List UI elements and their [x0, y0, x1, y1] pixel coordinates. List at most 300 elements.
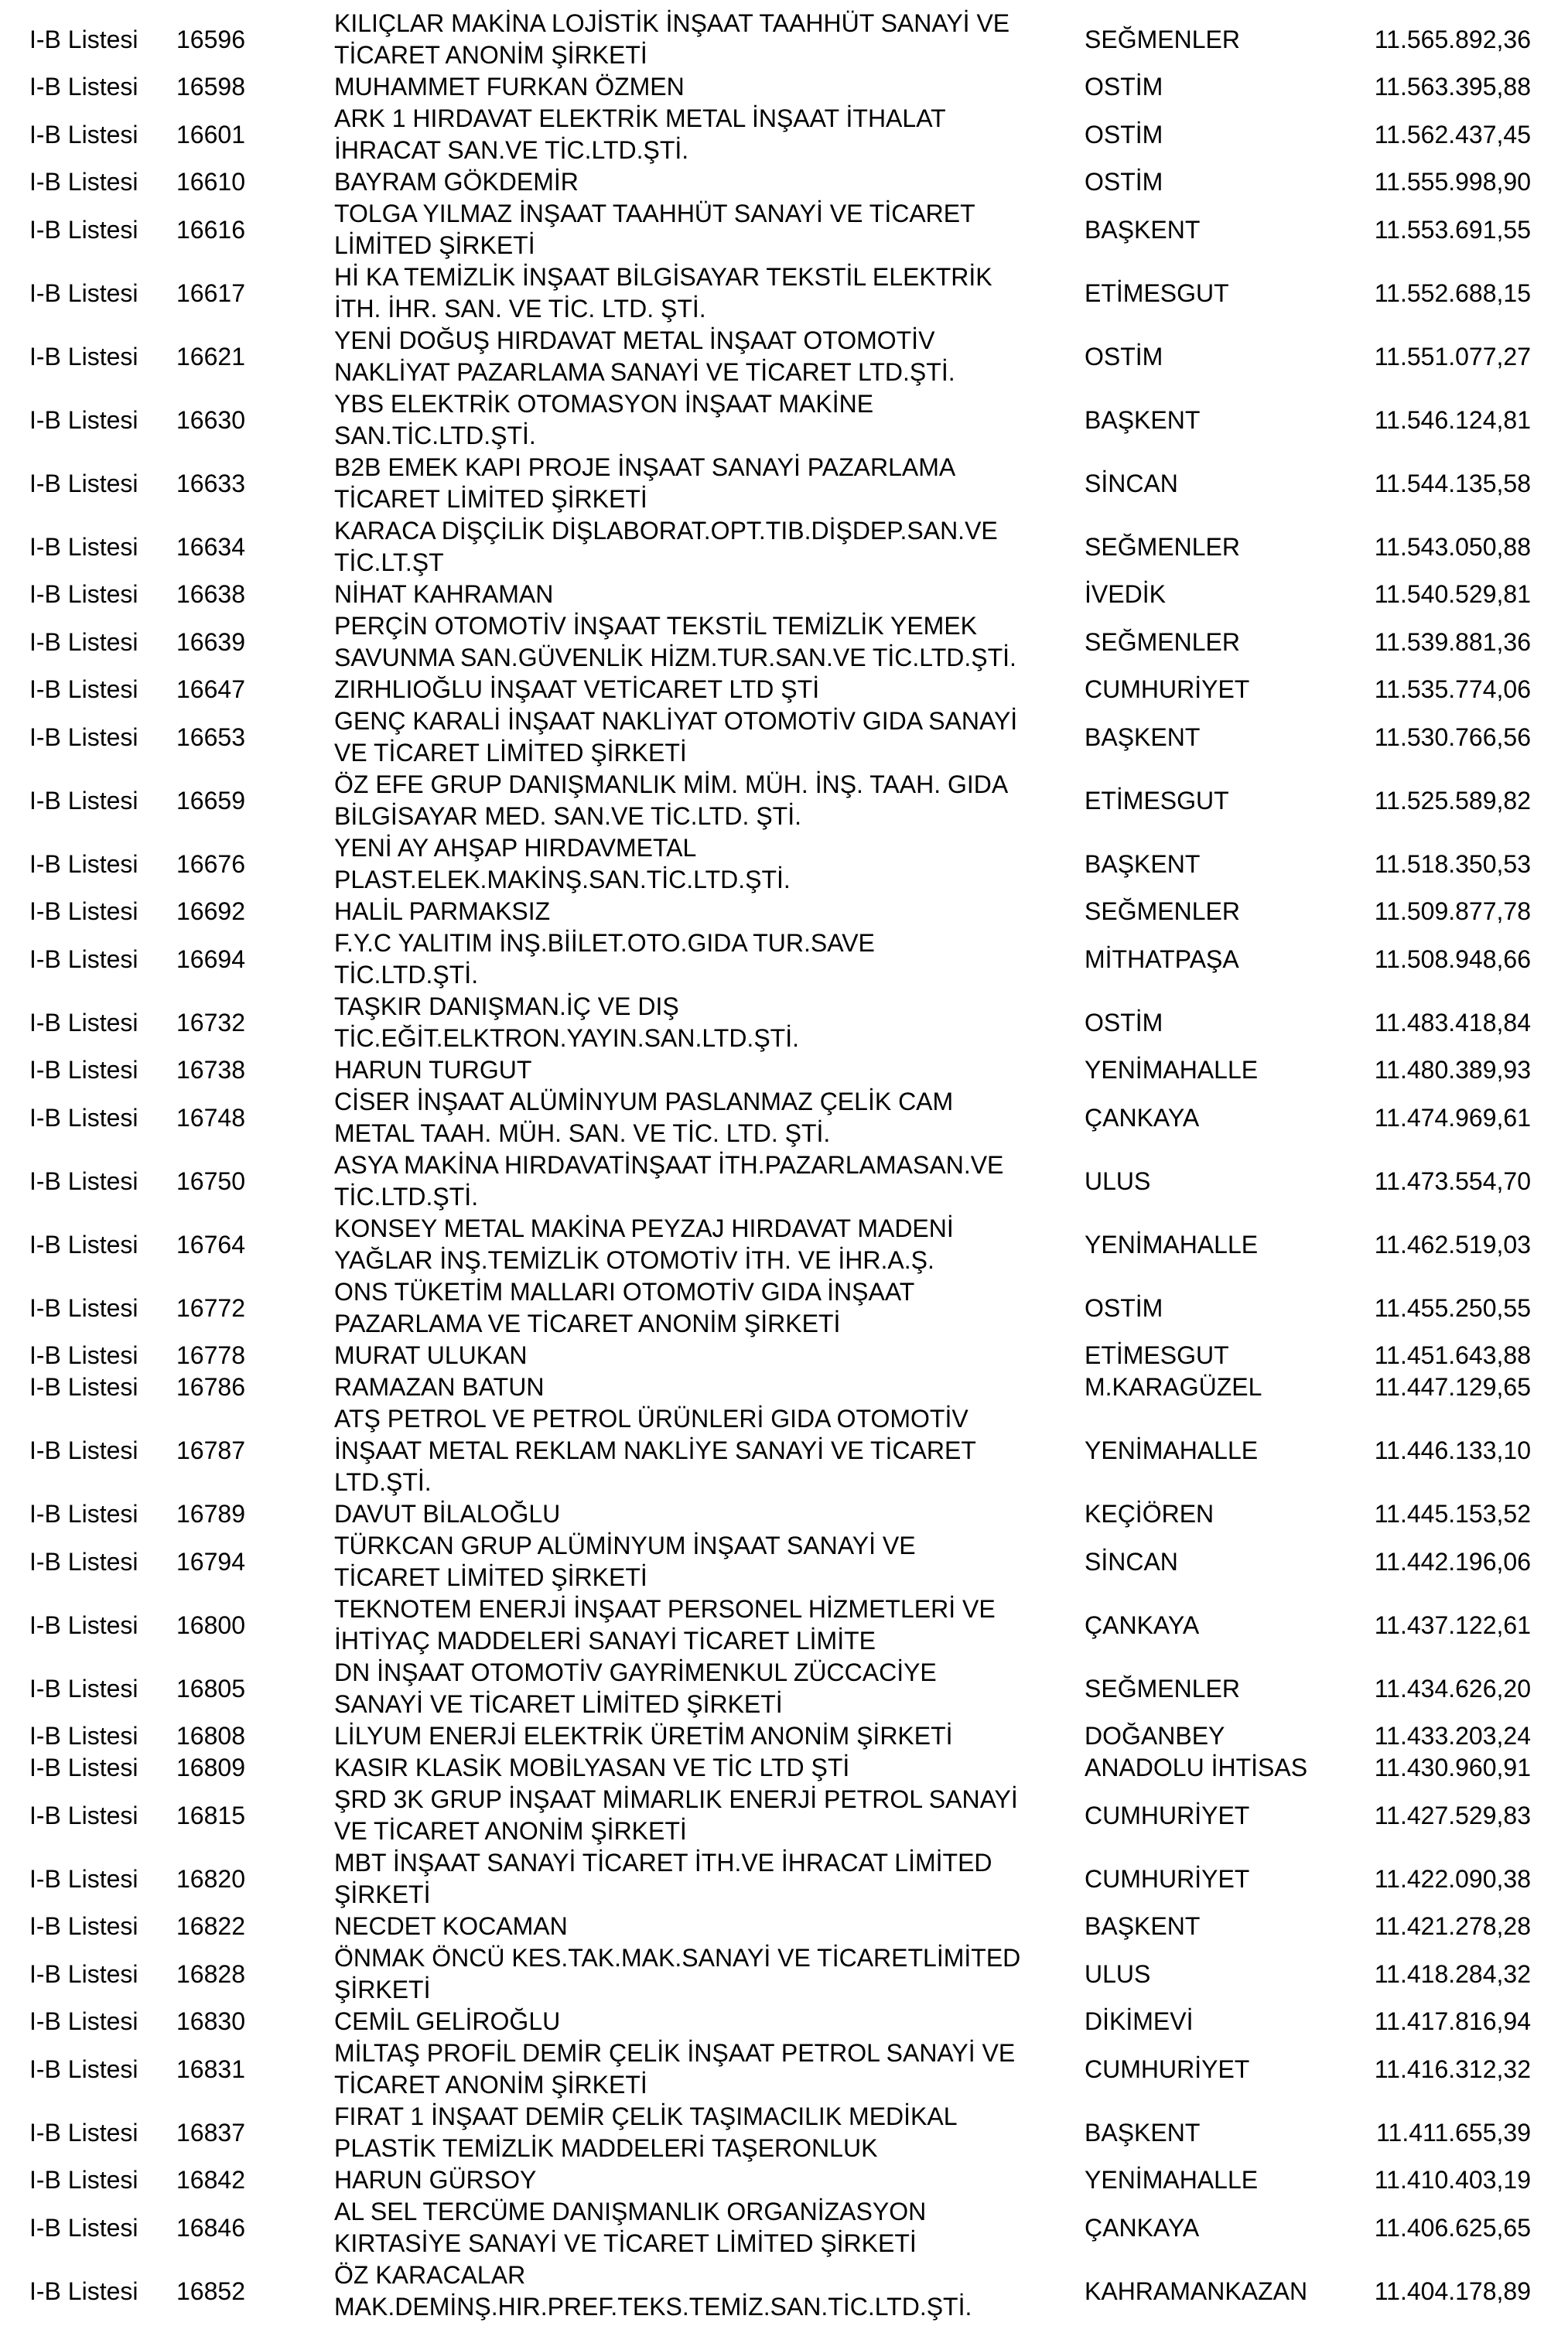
company-name-cell: [334, 1371, 1080, 1403]
table-row: [0, 1276, 1568, 1340]
registry-number-cell: 16828: [176, 1959, 245, 1988]
amount-cell: 11.442.196,06: [1374, 1547, 1531, 1576]
table-row: [0, 674, 1568, 705]
table-row: [0, 2006, 1568, 2037]
company-name-line: KARACA DİŞÇİLİK DİŞLABORAT.OPT.TIB.DİŞDEP.SAN.VE: [334, 517, 998, 545]
company-name-cell: [334, 198, 1080, 261]
amount-cell: 11.417.816,94: [1374, 2007, 1531, 2035]
amount-cell: 11.422.090,38: [1374, 1864, 1531, 1893]
company-name-cell: [334, 1530, 1080, 1593]
registry-number-cell: 16639: [176, 627, 245, 656]
list-name-cell: I-B Listesi: [29, 2007, 138, 2035]
company-name-line: KONSEY METAL MAKİNA PEYZAJ HIRDAVAT MADENİ: [334, 1214, 954, 1242]
table-row: [0, 2196, 1568, 2259]
list-name-cell: I-B Listesi: [29, 405, 138, 434]
company-name-line: MBT İNŞAAT SANAYİ TİCARET İTH.VE İHRACAT LİMİTED: [334, 1849, 992, 1877]
registry-number-cell: 16616: [176, 215, 245, 244]
list-name-cell: I-B Listesi: [29, 675, 138, 703]
chamber-cell: ETİMESGUT: [1085, 278, 1229, 307]
chamber-cell: KAHRAMANKAZAN: [1085, 2277, 1308, 2305]
chamber-cell: DOĞANBEY: [1085, 1722, 1225, 1750]
registry-number-cell: 16617: [176, 278, 245, 307]
company-name-line: ŞİRKETİ: [334, 1976, 431, 2003]
list-name-cell: I-B Listesi: [29, 1341, 138, 1369]
list-name-cell: I-B Listesi: [29, 849, 138, 878]
table-row: [0, 8, 1568, 71]
company-name-line: ÖZ KARACALAR: [334, 2261, 526, 2289]
company-name-cell: [334, 325, 1080, 388]
table-row: [0, 71, 1568, 103]
company-name-cell: [334, 579, 1080, 610]
company-name-line: BAYRAM GÖKDEMİR: [334, 168, 579, 196]
company-name-cell: [334, 896, 1080, 927]
list-name-cell: I-B Listesi: [29, 1436, 138, 1464]
table-row: [0, 1593, 1568, 1657]
chamber-cell: ÇANKAYA: [1085, 2213, 1200, 2242]
table-row: [0, 1530, 1568, 1593]
table-row: [0, 1086, 1568, 1149]
company-name-cell: [334, 832, 1080, 896]
table-row: [0, 1213, 1568, 1276]
table-row: [0, 2101, 1568, 2164]
table-row: [0, 832, 1568, 896]
chamber-cell: OSTİM: [1085, 342, 1163, 371]
company-name-line: CEMİL GELİROĞLU: [334, 2007, 561, 2035]
list-name-cell: I-B Listesi: [29, 342, 138, 371]
amount-cell: 11.446.133,10: [1374, 1436, 1531, 1464]
table-row: [0, 1911, 1568, 1942]
amount-cell: 11.404.178,89: [1374, 2277, 1531, 2305]
amount-cell: 11.437.122,61: [1374, 1611, 1531, 1639]
amount-cell: 11.562.437,45: [1374, 120, 1531, 149]
company-name-line: AL SEL TERCÜME DANIŞMANLIK ORGANİZASYON: [334, 2198, 927, 2225]
amount-cell: 11.539.881,36: [1374, 627, 1531, 656]
amount-cell: 11.555.998,90: [1374, 168, 1531, 196]
company-name-line: KASIR KLASİK MOBİLYASAN VE TİC LTD ŞTİ: [334, 1754, 850, 1781]
company-name-line: TOLGA YILMAZ İNŞAAT TAAHHÜT SANAYİ VE TİCARET: [334, 200, 975, 227]
table-row: [0, 1403, 1568, 1498]
registry-number-cell: 16852: [176, 2277, 245, 2305]
registry-number-cell: 16809: [176, 1754, 245, 1781]
company-name-line: LTD.ŞTİ.: [334, 1468, 432, 1496]
list-name-cell: I-B Listesi: [29, 1008, 138, 1037]
company-name-line: YENİ DOĞUŞ HIRDAVAT METAL İNŞAAT OTOMOTİV: [334, 326, 935, 354]
amount-cell: 11.410.403,19: [1374, 2166, 1531, 2194]
list-name-cell: I-B Listesi: [29, 1293, 138, 1322]
company-name-line: TİC.LT.ŞT: [334, 548, 444, 576]
company-name-cell: [334, 2006, 1080, 2037]
registry-number-cell: 16621: [176, 342, 245, 371]
company-name-cell: [334, 769, 1080, 832]
company-name-cell: [334, 2259, 1080, 2323]
chamber-cell: M.KARAGÜZEL: [1085, 1373, 1262, 1401]
table-row: [0, 166, 1568, 198]
table-row: [0, 103, 1568, 166]
table-row: [0, 325, 1568, 388]
chamber-cell: BAŞKENT: [1085, 1912, 1201, 1940]
company-name-line: NECDET KOCAMAN: [334, 1912, 568, 1940]
company-name-line: ÖNMAK ÖNCÜ KES.TAK.MAK.SANAYİ VE TİCARETLİMİTED: [334, 1944, 1021, 1972]
registry-number-cell: 16787: [176, 1436, 245, 1464]
registry-number-cell: 16789: [176, 1500, 245, 1528]
company-name-line: MUHAMMET FURKAN ÖZMEN: [334, 73, 685, 101]
company-name-cell: [334, 166, 1080, 198]
chamber-cell: OSTİM: [1085, 1008, 1163, 1037]
amount-cell: 11.418.284,32: [1374, 1959, 1531, 1988]
list-name-cell: I-B Listesi: [29, 944, 138, 973]
list-name-cell: I-B Listesi: [29, 2055, 138, 2083]
company-name-cell: [334, 2037, 1080, 2101]
list-name-cell: I-B Listesi: [29, 120, 138, 149]
amount-cell: 11.451.643,88: [1374, 1341, 1531, 1369]
list-name-cell: I-B Listesi: [29, 168, 138, 196]
company-name-line: İHRACAT SAN.VE TİC.LTD.ŞTİ.: [334, 136, 689, 164]
registry-number-cell: 16610: [176, 168, 245, 196]
company-name-line: VE TİCARET ANONİM ŞİRKETİ: [334, 1817, 687, 1845]
company-name-cell: [334, 8, 1080, 71]
list-name-cell: I-B Listesi: [29, 278, 138, 307]
company-name-line: FIRAT 1 İNŞAAT DEMİR ÇELİK TAŞIMACILIK MEDİKAL: [334, 2102, 958, 2130]
company-name-line: TİCARET ANONİM ŞİRKETİ: [334, 41, 647, 69]
company-name-line: NİHAT KAHRAMAN: [334, 580, 554, 608]
company-name-line: TİC.LTD.ŞTİ.: [334, 1183, 479, 1211]
amount-cell: 11.508.948,66: [1374, 944, 1531, 973]
company-name-line: PERÇİN OTOMOTİV İNŞAAT TEKSTİL TEMİZLİK YEMEK: [334, 612, 977, 640]
company-name-cell: [334, 1340, 1080, 1371]
chamber-cell: OSTİM: [1085, 73, 1163, 101]
chamber-cell: CUMHURİYET: [1085, 1801, 1250, 1829]
chamber-cell: OSTİM: [1085, 1293, 1163, 1322]
chamber-cell: YENİMAHALLE: [1085, 1056, 1259, 1084]
chamber-cell: BAŞKENT: [1085, 2118, 1201, 2147]
chamber-cell: ÇANKAYA: [1085, 1611, 1200, 1639]
amount-cell: 11.430.960,91: [1374, 1754, 1531, 1781]
table-row: [0, 1942, 1568, 2006]
list-name-cell: I-B Listesi: [29, 215, 138, 244]
registry-number-cell: 16659: [176, 786, 245, 815]
amount-cell: 11.462.519,03: [1374, 1230, 1531, 1259]
list-name-cell: I-B Listesi: [29, 786, 138, 815]
registry-number-cell: 16837: [176, 2118, 245, 2147]
company-name-line: ASYA MAKİNA HIRDAVATİNŞAAT İTH.PAZARLAMASAN.VE: [334, 1151, 1004, 1179]
company-name-line: METAL TAAH. MÜH. SAN. VE TİC. LTD. ŞTİ.: [334, 1119, 831, 1147]
registry-number-cell: 16830: [176, 2007, 245, 2035]
company-name-line: ÖZ EFE GRUP DANIŞMANLIK MİM. MÜH. İNŞ. TAAH. GIDA: [334, 770, 1009, 798]
table-row: [0, 610, 1568, 674]
company-name-line: VE TİCARET LİMİTED ŞİRKETİ: [334, 739, 687, 767]
chamber-cell: YENİMAHALLE: [1085, 1230, 1259, 1259]
company-name-line: RAMAZAN BATUN: [334, 1373, 545, 1401]
company-name-cell: [334, 1784, 1080, 1847]
list-name-cell: I-B Listesi: [29, 532, 138, 561]
amount-cell: 11.474.969,61: [1374, 1103, 1531, 1132]
company-name-cell: [334, 261, 1080, 325]
company-name-cell: [334, 1213, 1080, 1276]
company-name-line: ONS TÜKETİM MALLARI OTOMOTİV GIDA İNŞAAT: [334, 1278, 915, 1306]
registry-number-cell: 16764: [176, 1230, 245, 1259]
list-name-cell: I-B Listesi: [29, 1373, 138, 1401]
registry-number-cell: 16846: [176, 2213, 245, 2242]
list-name-cell: I-B Listesi: [29, 1500, 138, 1528]
chamber-cell: İVEDİK: [1085, 580, 1166, 608]
company-name-line: DN İNŞAAT OTOMOTİV GAYRİMENKUL ZÜCCACİYE: [334, 1658, 937, 1686]
registry-number-cell: 16653: [176, 722, 245, 751]
list-name-cell: I-B Listesi: [29, 25, 138, 53]
company-name-line: HALİL PARMAKSIZ: [334, 897, 551, 925]
company-name-line: TEKNOTEM ENERJİ İNŞAAT PERSONEL HİZMETLERİ VE: [334, 1595, 996, 1623]
company-name-cell: [334, 705, 1080, 769]
company-name-line: GENÇ KARALİ İNŞAAT NAKLİYAT OTOMOTİV GIDA SANAYİ: [334, 707, 1018, 735]
chamber-cell: OSTİM: [1085, 120, 1163, 149]
registry-number-cell: 16738: [176, 1056, 245, 1084]
company-name-cell: [334, 1752, 1080, 1784]
company-name-cell: [334, 1942, 1080, 2006]
table-row: [0, 896, 1568, 927]
table-row: [0, 1340, 1568, 1371]
amount-cell: 11.433.203,24: [1374, 1722, 1531, 1750]
company-name-line: ZIRHLIOĞLU İNŞAAT VETİCARET LTD ŞTİ: [334, 675, 820, 703]
amount-cell: 11.434.626,20: [1374, 1674, 1531, 1703]
registry-number-cell: 16647: [176, 675, 245, 703]
company-name-line: İTH. İHR. SAN. VE TİC. LTD. ŞTİ.: [334, 295, 706, 323]
company-name-cell: [334, 103, 1080, 166]
chamber-cell: SİNCAN: [1085, 1547, 1178, 1576]
company-name-cell: [334, 515, 1080, 579]
company-name-line: Hİ KA TEMİZLİK İNŞAAT BİLGİSAYAR TEKSTİL ELEKTRİK: [334, 263, 992, 291]
registry-number-cell: 16748: [176, 1103, 245, 1132]
amount-cell: 11.473.554,70: [1374, 1166, 1531, 1195]
chamber-cell: BAŞKENT: [1085, 405, 1201, 434]
amount-cell: 11.543.050,88: [1374, 532, 1531, 561]
list-name-cell: I-B Listesi: [29, 2277, 138, 2305]
list-name-cell: I-B Listesi: [29, 2118, 138, 2147]
chamber-cell: ANADOLU İHTİSAS: [1085, 1754, 1308, 1781]
amount-cell: 11.551.077,27: [1374, 342, 1531, 371]
company-name-line: ŞRD 3K GRUP İNŞAAT MİMARLIK ENERJİ PETROL SANAYİ: [334, 1785, 1018, 1813]
amount-cell: 11.427.529,83: [1374, 1801, 1531, 1829]
chamber-cell: KEÇİÖREN: [1085, 1500, 1214, 1528]
list-name-cell: I-B Listesi: [29, 1912, 138, 1940]
company-name-line: ARK 1 HIRDAVAT ELEKTRİK METAL İNŞAAT İTHALAT: [334, 104, 946, 132]
company-name-cell: [334, 1720, 1080, 1752]
table-row: [0, 579, 1568, 610]
amount-cell: 11.525.589,82: [1374, 786, 1531, 815]
company-name-cell: [334, 2101, 1080, 2164]
table-row: [0, 1784, 1568, 1847]
registry-number-cell: 16805: [176, 1674, 245, 1703]
company-name-line: ATŞ PETROL VE PETROL ÜRÜNLERİ GIDA OTOMOTİV: [334, 1405, 968, 1433]
registry-number-cell: 16794: [176, 1547, 245, 1576]
company-name-line: TAŞKIR DANIŞMAN.İÇ VE DIŞ: [334, 992, 679, 1020]
company-name-line: SANAYİ VE TİCARET LİMİTED ŞİRKETİ: [334, 1690, 783, 1718]
table-row: [0, 1054, 1568, 1086]
table-row: [0, 1371, 1568, 1403]
company-name-line: TÜRKCAN GRUP ALÜMİNYUM İNŞAAT SANAYİ VE: [334, 1532, 916, 1559]
list-name-cell: I-B Listesi: [29, 1959, 138, 1988]
registry-number-cell: 16598: [176, 73, 245, 101]
company-name-line: CİSER İNŞAAT ALÜMİNYUM PASLANMAZ ÇELİK CAM: [334, 1088, 954, 1115]
company-name-cell: [334, 1657, 1080, 1720]
table-row: [0, 2164, 1568, 2196]
chamber-cell: SEĞMENLER: [1085, 897, 1240, 925]
list-name-cell: I-B Listesi: [29, 1230, 138, 1259]
amount-cell: 11.480.389,93: [1374, 1056, 1531, 1084]
registry-number-cell: 16676: [176, 849, 245, 878]
registry-number-cell: 16808: [176, 1722, 245, 1750]
company-name-cell: [334, 927, 1080, 991]
table-row: [0, 927, 1568, 991]
registry-number-cell: 16692: [176, 897, 245, 925]
company-name-line: ŞİRKETİ: [334, 1880, 431, 1908]
list-name-cell: I-B Listesi: [29, 2166, 138, 2194]
company-name-line: LİLYUM ENERJİ ELEKTRİK ÜRETİM ANONİM ŞİRKETİ: [334, 1722, 953, 1750]
company-name-cell: [334, 1498, 1080, 1530]
company-name-line: SAVUNMA SAN.GÜVENLİK HİZM.TUR.SAN.VE TİC.LTD.ŞTİ.: [334, 644, 1016, 671]
company-name-line: PLAST.ELEK.MAKİNŞ.SAN.TİC.LTD.ŞTİ.: [334, 866, 791, 893]
company-name-line: MURAT ULUKAN: [334, 1341, 528, 1369]
list-name-cell: I-B Listesi: [29, 73, 138, 101]
chamber-cell: ETİMESGUT: [1085, 786, 1229, 815]
registry-number-cell: 16596: [176, 25, 245, 53]
table-row: [0, 1149, 1568, 1213]
table-row: [0, 388, 1568, 452]
registry-number-cell: 16633: [176, 469, 245, 497]
company-name-cell: [334, 452, 1080, 515]
amount-cell: 11.406.625,65: [1374, 2213, 1531, 2242]
company-name-cell: [334, 674, 1080, 705]
chamber-cell: SEĞMENLER: [1085, 1674, 1240, 1703]
company-name-line: YBS ELEKTRİK OTOMASYON İNŞAAT MAKİNE: [334, 390, 874, 418]
chamber-cell: ULUS: [1085, 1166, 1151, 1195]
company-name-cell: [334, 991, 1080, 1054]
amount-cell: 11.563.395,88: [1374, 73, 1531, 101]
list-name-cell: I-B Listesi: [29, 1166, 138, 1195]
chamber-cell: YENİMAHALLE: [1085, 1436, 1259, 1464]
company-name-line: KILIÇLAR MAKİNA LOJİSTİK İNŞAAT TAAHHÜT SANAYİ VE: [334, 9, 1010, 37]
amount-cell: 11.447.129,65: [1374, 1373, 1531, 1401]
amount-cell: 11.411.655,39: [1376, 2118, 1531, 2147]
list-name-cell: I-B Listesi: [29, 1801, 138, 1829]
chamber-cell: SEĞMENLER: [1085, 627, 1240, 656]
registry-number-cell: 16820: [176, 1864, 245, 1893]
amount-cell: 11.445.153,52: [1374, 1500, 1531, 1528]
amount-cell: 11.535.774,06: [1374, 675, 1531, 703]
amount-cell: 11.540.529,81: [1374, 580, 1531, 608]
table-row: [0, 261, 1568, 325]
company-name-line: İHTİYAÇ MADDELERİ SANAYİ TİCARET LİMİTE: [334, 1627, 876, 1655]
table-row: [0, 1752, 1568, 1784]
company-name-line: MAK.DEMİNŞ.HIR.PREF.TEKS.TEMİZ.SAN.TİC.LTD.ŞTİ.: [334, 2293, 972, 2321]
company-name-line: B2B EMEK KAPI PROJE İNŞAAT SANAYİ PAZARLAMA: [334, 453, 956, 481]
chamber-cell: OSTİM: [1085, 168, 1163, 196]
company-name-line: KIRTASİYE SANAYİ VE TİCARET LİMİTED ŞİRKETİ: [334, 2229, 917, 2257]
registry-number-cell: 16694: [176, 944, 245, 973]
table-row: [0, 1657, 1568, 1720]
table-row: [0, 1847, 1568, 1911]
table-row: [0, 1720, 1568, 1752]
table-row: [0, 769, 1568, 832]
chamber-cell: ETİMESGUT: [1085, 1341, 1229, 1369]
company-name-cell: [334, 2164, 1080, 2196]
company-name-line: DAVUT BİLALOĞLU: [334, 1500, 561, 1528]
list-name-cell: I-B Listesi: [29, 1674, 138, 1703]
table-row: [0, 2259, 1568, 2323]
chamber-cell: DİKİMEVİ: [1085, 2007, 1194, 2035]
company-name-cell: [334, 71, 1080, 103]
company-name-cell: [334, 2196, 1080, 2259]
registry-number-cell: 16778: [176, 1341, 245, 1369]
list-name-cell: I-B Listesi: [29, 1056, 138, 1084]
amount-cell: 11.416.312,32: [1374, 2055, 1531, 2083]
registry-number-cell: 16822: [176, 1912, 245, 1940]
registry-number-cell: 16732: [176, 1008, 245, 1037]
amount-cell: 11.421.278,28: [1374, 1912, 1531, 1940]
chamber-cell: CUMHURİYET: [1085, 1864, 1250, 1893]
list-name-cell: I-B Listesi: [29, 627, 138, 656]
table-row: [0, 515, 1568, 579]
registry-number-cell: 16634: [176, 532, 245, 561]
registry-number-cell: 16842: [176, 2166, 245, 2194]
chamber-cell: ÇANKAYA: [1085, 1103, 1200, 1132]
registry-number-cell: 16772: [176, 1293, 245, 1322]
company-name-line: BİLGİSAYAR MED. SAN.VE TİC.LTD. ŞTİ.: [334, 802, 801, 830]
company-name-cell: [334, 388, 1080, 452]
company-name-line: HARUN TURGUT: [334, 1056, 532, 1084]
registry-number-cell: 16750: [176, 1166, 245, 1195]
list-name-cell: I-B Listesi: [29, 580, 138, 608]
registry-number-cell: 16815: [176, 1801, 245, 1829]
chamber-cell: YENİMAHALLE: [1085, 2166, 1259, 2194]
chamber-cell: CUMHURİYET: [1085, 2055, 1250, 2083]
chamber-cell: SİNCAN: [1085, 469, 1178, 497]
company-name-cell: [334, 1911, 1080, 1942]
company-name-line: SAN.TİC.LTD.ŞTİ.: [334, 422, 536, 449]
amount-cell: 11.546.124,81: [1374, 405, 1531, 434]
list-name-cell: I-B Listesi: [29, 1864, 138, 1893]
amount-cell: 11.544.135,58: [1374, 469, 1531, 497]
list-name-cell: I-B Listesi: [29, 1547, 138, 1576]
company-name-line: YAĞLAR İNŞ.TEMİZLİK OTOMOTİV İTH. VE İHR.A.Ş.: [334, 1246, 934, 1274]
amount-cell: 11.483.418,84: [1374, 1008, 1531, 1037]
list-name-cell: I-B Listesi: [29, 1722, 138, 1750]
company-name-line: TİCARET LİMİTED ŞİRKETİ: [334, 485, 647, 513]
list-name-cell: I-B Listesi: [29, 1611, 138, 1639]
registry-number-cell: 16800: [176, 1611, 245, 1639]
company-name-line: TİC.EĞİT.ELKTRON.YAYIN.SAN.LTD.ŞTİ.: [334, 1024, 799, 1052]
company-name-line: PLASTİK TEMİZLİK MADDELERİ TAŞERONLUK: [334, 2134, 878, 2162]
company-name-cell: [334, 1593, 1080, 1657]
list-name-cell: I-B Listesi: [29, 469, 138, 497]
list-name-cell: I-B Listesi: [29, 2213, 138, 2242]
amount-cell: 11.455.250,55: [1374, 1293, 1531, 1322]
list-name-cell: I-B Listesi: [29, 1754, 138, 1781]
amount-cell: 11.552.688,15: [1374, 278, 1531, 307]
company-name-cell: [334, 1403, 1080, 1498]
member-list-body: [0, 8, 1568, 2323]
company-name-cell: [334, 610, 1080, 674]
amount-cell: 11.530.766,56: [1374, 722, 1531, 751]
registry-number-cell: 16630: [176, 405, 245, 434]
table-row: [0, 1498, 1568, 1530]
company-name-line: HARUN GÜRSOY: [334, 2166, 537, 2194]
list-name-cell: I-B Listesi: [29, 1103, 138, 1132]
company-name-cell: [334, 1054, 1080, 1086]
amount-cell: 11.565.892,36: [1374, 25, 1531, 53]
company-name-cell: [334, 1847, 1080, 1911]
company-name-line: PAZARLAMA VE TİCARET ANONİM ŞİRKETİ: [334, 1310, 841, 1337]
registry-number-cell: 16786: [176, 1373, 245, 1401]
registry-number-cell: 16638: [176, 580, 245, 608]
